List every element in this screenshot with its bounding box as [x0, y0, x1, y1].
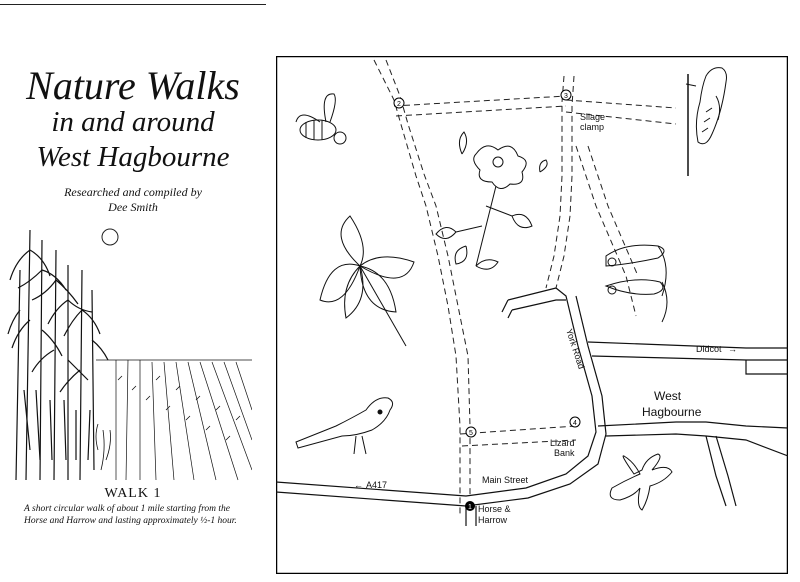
butterfly-icon: [610, 454, 672, 510]
label-main-street: Main Street: [482, 475, 529, 485]
label-lizard: Lizard: [550, 438, 575, 448]
waypoint-5: [466, 427, 476, 437]
woodpecker-icon: [686, 68, 727, 176]
title-line-3: West Hagbourne: [36, 141, 230, 173]
label-horse: Horse &: [478, 504, 511, 514]
walk-description: A short circular walk of about 1 mile starting from the Horse and Harrow and lasting approximately ½-1 hour.: [24, 504, 237, 526]
sun-icon: [102, 229, 118, 245]
bramble-leaf-icon: [320, 216, 414, 346]
svg-text:1: 1: [468, 504, 472, 511]
cornfield-illustration: [6, 210, 252, 482]
sycamore-seeds-icon: [606, 245, 667, 322]
label-a417: A417: [366, 480, 388, 490]
credit-author: Dee Smith: [108, 200, 158, 214]
title-line-2: in and around: [51, 106, 215, 138]
label-hagbourne: Hagbourne: [642, 405, 702, 419]
label-clamp: clamp: [580, 122, 605, 132]
waypoint-3: [561, 90, 571, 100]
bee-icon: [296, 94, 346, 144]
title-line-1: Nature Walks: [26, 63, 240, 108]
label-bank: Bank: [554, 448, 575, 458]
wagtail-icon: [296, 398, 393, 454]
didcot-arrow-icon: →: [728, 344, 737, 354]
footpaths: [374, 60, 676, 516]
walk-map: [276, 56, 788, 574]
waypoint-1: [465, 501, 475, 511]
credit-line-1: Researched and compiled by: [64, 185, 202, 199]
svg-text:5: 5: [469, 430, 473, 437]
svg-text:4: 4: [573, 420, 577, 427]
wild-rose-icon: [436, 132, 547, 269]
label-didcot: Didcot: [696, 344, 722, 354]
label-west: West: [654, 389, 682, 403]
svg-text:2: 2: [397, 101, 401, 108]
label-harrow: Harrow: [478, 515, 508, 525]
label-york-road: York Road: [564, 327, 587, 371]
roads: [276, 288, 788, 526]
top-rule: [0, 4, 266, 5]
a417-arrow-icon: ←: [354, 480, 363, 490]
walk-title: WALK 1: [104, 486, 162, 501]
waypoint-2: [394, 98, 404, 108]
map-border: [277, 57, 788, 574]
label-silage: Silage: [580, 112, 606, 122]
svg-text:3: 3: [564, 93, 568, 100]
waypoint-4: [570, 417, 580, 427]
